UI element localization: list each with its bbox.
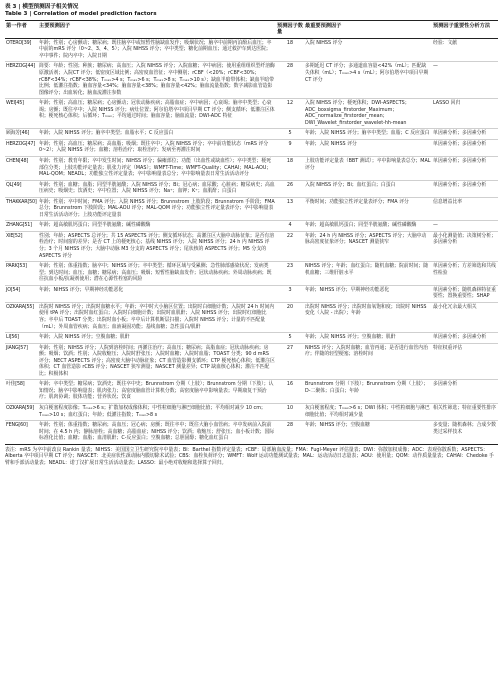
table-row [5,139,498,156]
header-main-predictors: 主要预测因子 [38,21,276,39]
cell-method: 特征权重评估 [432,343,498,380]
cell-important: 年龄；入院 NIHSS 评分 [304,139,432,156]
cell-author: HERZOG[44] [5,62,38,99]
cell-author: OTERO[39] [5,38,38,62]
cell-author: WEI[45] [5,99,38,129]
table-row [5,38,498,62]
cell-main: 年龄；性别；血糖；血脂；同型半胱氨酸；入院 NIHSS 评分；Bi；冠心病；血尿酸；心脏病；糖尿病史；高血压病史；吸烟史；饮酒史；卒中位置；入院 NIHSS 评分；Na⁺；血钾；K⁺；血肌酐；白蛋白 [38,180,276,197]
cell-important: Brunnstrom 分期（下肢）；Brunnstrom 分期（上肢）；D-二聚体；白蛋白；年龄 [304,380,432,404]
cell-author: PARK[53] [5,262,38,286]
table-row [5,99,498,129]
cell-author: OZKARA[55] [5,302,38,332]
cell-main: 出院时 NIHSS 评分；出院时血糖水平；年龄；卒中时大小脑区位置；出院时白细胞计数；入院时 24 h 时间内使用 tPA 评分；出院时血红蛋白；入院时白细胞计数；出院时血肌酐；入院 NIHSS 评分；出院时红细胞比容；卒中后 TOAST 分类；出院时血小板；卒中后计算机断层扫描；入院时 NIHSS 评分；计量的不匹配量（mL）；外周血管疾病；高血压；血液凝固功能；基线血糖；急性蛋白/肌酐 [38,302,276,332]
cell-method: 多变量；随机森林；合成少数类过采样技术 [432,421,498,445]
cell-method: LASSO 回归 [432,99,498,129]
cell-main: 年龄；入院 NIHSS 评分；空腹血糖；肌酐 [38,333,276,344]
cell-main: 性别；年龄；ASPECTS 总评分；共 15 ASPECTS 评分；侧支循环状态；高灌注区大脑中动脉征象；是否有溶栓治疗；时间窗的差异；是否 CT 上的梗死核心；基线 NIHSS 评分；入院 NIHSS 评分；24 h 内 NIHSS 评分；3 个月 NIHSS 评分；大脑中动脉 M3 分支的 ASPECTS 评分；尾状核的 ASPECTS 评分；M5 分支的 ASPECTS 评分 [38,231,276,261]
cell-count: 5 [276,333,304,344]
header-method: 预测因子重要性分析方法 [432,21,498,39]
cell-main: 年龄；入院 NIHSS 评分；脑卒中类型；血脂水平；C 反应蛋白 [38,129,276,140]
cell-count: 23 [276,262,304,286]
cell-count: 26 [276,180,304,197]
cell-main: 简要：年龄；性别；种族；糖尿病；高血压；入院 NIHSS 评分；入院血糖；卒中病因；使用重组组织型纤溶酶原激活剂；入院CT 评分；低密度区域比例；高密度血管征；卒中侧别；rCBF（<20%；rCBF<30%；rCBF<34%；rCBF<38%；Tₘₐₓ>4 s；Tₘₐₓ>6 s；Tₘₐₓ>8 s；Tₘₐₓ>10 s）；缺血半暗带体积；缺血半暗带比例；低灌注指数；脑血容量<34%；脑血容量<38%；脑血容量<42%；脑血流量指数；数字减影血管造影图像评分；出血转化；脑血流灌注参数 [38,62,276,99]
cell-method: 单因素分析；多因素分析 [432,180,498,197]
cell-author: JIANG[57] [5,343,38,380]
cell-count: 3 [276,285,304,302]
cell-count: 12 [276,99,304,129]
table-row [5,197,498,221]
table-row [5,285,498,302]
cell-method: 最小化冗余最大相关 [432,302,498,332]
cell-important: 年龄；入院 NIHSS 评分；空腹血糖；肌酐 [304,333,432,344]
cell-count: 13 [276,197,304,221]
cell-author: FENG[60] [5,421,38,445]
cell-author: 顾海芳[46] [5,129,38,140]
cell-main: 年龄；卒中类型；糖尿病；饮酒史；既往卒中史；Brunnstrom 分期（上肢）；Brunnstrom 分期（下肢）；认知情况；脑卒中影响量表；肌肉张力；高密度脑血管计算机分数；高密度脑卒中影响量表；早期康复干预治疗；肌肉协调；肢体功能；营养状况；饮食 [38,380,276,404]
cell-method: — [432,221,498,232]
table-row [5,62,498,99]
table-row [5,180,498,197]
cell-author: ZHANG[51] [5,221,38,232]
header-author: 第一作者 [5,21,38,39]
cell-count: 5 [276,129,304,140]
cell-main: 年龄；性别；体重指数；糖尿病；高血压；冠心病；房颤；既往卒中；既往大脑小血管病；卒中发病前入院前时间；在 4.5 h 内；静脉溶栓；高血糖；高脂血症；NIHSS 评分；饮酒；收缩压；舒张压；血小板计数；国际标准化比值；血糖；血脂；血清肌酐；C-反应蛋白；空腹血糖；总胆固醇；糖化血红蛋白 [38,421,276,445]
cell-important: 多期延迟 CT 评分；多通道血容量<42%（mL）；匹配缺失体积（mL）；Tₘₐₓ>4 s（mL）；阿尔伯塔卒中项目早期 CT 评分 [304,62,432,99]
table-row [5,231,498,261]
cell-main: 年龄；性别；心房颤动；糖尿病；既往脑卒中或短暂性脑缺血发作；吸烟状况；脑卒中前期丙泊酚后血压；卒中前的mRS 评分（0~2、3、4、5）；入院 NIHSS 评分；卒中类型；糖化前期血压；通过救护车到达医院；卒中事件；院内卒中；入院日期 [38,38,276,62]
cell-count: 16 [276,380,304,404]
cell-main: 年龄；性别；体重指数；脑卒中；NIHSS 评分；卒中类型；循环区域与受累侧；急性肺部感染状况；发病类型；到达时间；血压；血糖；糖尿病；高血压；吸烟；短暂性脑缺血发作；冠状动脉疾病；外周动脉疾病；既往抗血小板/抗凝剂使用；潜在心源性栓塞的风险 [38,262,276,286]
cell-method: 单因素分析；多因素分析 [432,333,498,344]
cell-main: 灰白梗塞程度影像；Tₘₐₓ>6 s；扩散加权成像体积；中性粒细胞与淋巴细胞比值；平均相对减少 10 cm；Tₘₐₓ>10 s；血红蛋白；年龄；低灌注指数；Tₘₐₓ>8 s [38,403,276,420]
cell-important: 灰白梗塞程度；Tₘₐₓ>6 s；DWI 体积；中性粒细胞与淋巴细胞比值；平均相对减少量 [304,403,432,420]
cell-count: 28 [276,62,304,99]
cell-important: 年龄；NIHSS 评分；空腹血糖 [304,421,432,445]
cell-count: 20 [276,302,304,332]
cell-main: 年龄；性别；高血压；糖尿病；高血脂；吸烟；既往卒中；入院 NIHSS 评分；卒中前功能状态（mRS 评分 0~2）；入院 NIHSS 评分；血糖；溶栓治疗；取栓治疗；发病至再灌注时间 [38,139,276,156]
cell-main: 年龄；性别；教育年限；卒中发生时间；NIHSS 评分；偏瘫部位；功能（出血性或缺血性）；卒中类型；梗死部位分类；上肢功能评定量表；肌张力评定（MAS）；WMFT-Time；WMFT-Quality；CAHAI；MAL-AOU；MAL-QOM；NEADL；功能独立性评定量表；卒中影响量表总分；卒中影响量表日常生活活动评分 [38,157,276,181]
cell-method: 最小化测量值；决策树分析；多因素分析 [432,231,498,261]
cell-count: 10 [276,403,304,420]
table-row [5,129,498,140]
cell-method: 单因素分析；随机森林特征重要性；置换重要性；SHAP [432,285,498,302]
cell-author: 叶佳[58] [5,380,38,404]
cell-important: 出院时 NIHSS 评分；出院时血氧饱和度；出院时 NIHSS 变化（入院 - 出院）；年龄 [304,302,432,332]
cell-count: 22 [276,231,304,261]
cell-method: 相关性筛选；特征重要性排序 [432,403,498,420]
cell-author: THAKKAR[50] [5,197,38,221]
cell-author: HERZOG[47] [5,139,38,156]
table-row [5,380,498,404]
cell-important: NIHSS 评分；年龄；血红蛋白；随机血糖；院前时间；随机血糖；三维肝脏水平 [304,262,432,286]
cell-main: 年龄；性别；卒中时间；FMA 评分；入院 NIHSS 评分；Brunnstrom 上肢阶段；Brunnstrom 手阶段；FMA 总分；Brunnstrom 下肢阶段；MAL-AOU 评分；MAL-QOM 评分；功能独立性评定量表评分；卒中影响量表日常生活活动评分；上肢功能评定量表 [38,197,276,221]
cell-important: 平衡时间；功能独立性评定量表评分；FMA 评分 [304,197,432,221]
cell-author: LI[56] [5,333,38,344]
cell-author: CHEN[48] [5,157,38,181]
cell-important: 年龄；24 h 内 NIHSS 评分；ASPECTS 评分；大脑中动脉高密度征象评分；NASCET 测量狭窄 [304,231,432,261]
cell-important: 年龄；超高敏肌钙蛋白；同型半胱氨酸；碱性磷酸酶 [304,221,432,232]
cell-main: 年龄；超高敏肌钙蛋白；同型半胱氨酸；碱性磷酸酶 [38,221,276,232]
cell-method: 经验：文献 [432,38,498,62]
cell-count: 27 [276,343,304,380]
cell-method: 多因素分析 [432,380,498,404]
cell-author: JO[54] [5,285,38,302]
table-row [5,262,498,286]
table-body [5,38,498,444]
cell-method: 单因素分析；多因素分析 [432,157,498,181]
cell-main: 年龄；NIHSS 评分；早期神经功能恶化 [38,285,276,302]
table-header-row [5,21,498,39]
cell-count: 18 [276,38,304,62]
table-row [5,333,498,344]
table-row [5,403,498,420]
cell-important: 入院 NIHSS 评分；梗死体积；DWI-ASPECTS；ADC_boxsigma_firstorder_Maximum；ADC_normalize_firstorder_mean；DWI_Wavelet_firstorder_wavelet-hh-mean [304,99,432,129]
cell-count: 9 [276,139,304,156]
cell-important: 年龄；入院 NIHSS 评分；脑卒中类型；血脂；C 反应蛋白 [304,129,432,140]
cell-important: 入院 NIHSS 评分 [304,38,432,62]
cell-author: QL[49] [5,180,38,197]
cell-main: 年龄；性别；高血压；糖尿病；心房颤动；冠状动脉疾病；高脂血症；卒中病因；心衰竭；脑卒中类型；心衰竭；房颤；既往卒中；入院 NIHSS 评分；病灶位置；阿尔伯塔卒中项目早期 CT 评分；侧支循环；低灌注区体积；梗死核心体积；后循环；Tₘₐₓ；平均通过时间；脑血容量；脑血流量；DWI-ADC 特征 [38,99,276,129]
table-footnote: 表注：mRS 为卒中前改良 Rankin 量表；NIHSS：美国国立卫生研究院卒中量表；Bi：Barthel 指数评定量表；rCBF：局部脑血流量；FMA：Fugl-Meyer 评估量表；DWI：弥散加权成像；ADC：表观弥散系数；ASPECTS：Alberta 卒中项目早期 CT 评分；NASCET：北美症状性颈动脉内膜切除术试验；CBS：血栓负荷评分；WMFT：Wolf 运动功能测试量表；MAL：运动活动日志量表；AOU：使用量；QOM：动作质量量表；CAHAI：Chedoke 手臂和手部活动量表；NEADL：诺丁汉扩展日常生活活动量表；LASSO：最小绝对收缩和选择算子回归。 [5,446,494,466]
cell-method: 单因素分析；多因素分析 [432,139,498,156]
table-row [5,302,498,332]
cell-important: NIHSS 评分；入院时血糖；血管再通；是否进行血管内治疗；伴随的轻型梗塞；溶栓时间 [304,343,432,380]
header-most-important: 最重要预测因子 [304,21,432,39]
cell-count: 18 [276,157,304,181]
table-caption-en: Table 3 | Correlation of model prediction factors [5,11,157,17]
cell-author: XIE[52] [5,231,38,261]
cell-count: 4 [276,221,304,232]
table-caption-cn: 表 3 | 模型预测因子相关情况 [5,4,79,10]
cell-author: OZKARA[59] [5,403,38,420]
cell-count: 28 [276,421,304,445]
cell-method: 单因素分析；方差筛选和共线性检验 [432,262,498,286]
cell-method: 单因素分析；多因素分析 [432,129,498,140]
cell-main: 年龄；性别；NIHSS 评分；人院到溶栓时间；再灌注治疗；高血压；糖尿病；高脂血症；冠状动脉疾病；房颤；吸烟；饮酒；性别；入院收缩压；入院时舒张压；入院时血糖；入院时血脂；TOAST 分类；90 d mRS 评分；NECT ASPECTS 评分；高密度大脑中动脉征象；CT 血管造影侧支循环；CTP 梗死核心体积；低灌注区体积；CT 血管造影 rCBS 评分；NASCET 狭窄测量；NASCET 测量差异；CTP 缺血核心体积；灌注不匹配比；积极体积 [38,343,276,380]
table-row [5,343,498,380]
cell-method: 信息增益比率 [432,197,498,221]
header-predictor-count: 预测因子数量 [276,21,304,39]
cell-method: — [432,62,498,99]
cell-important: 年龄；NIHSS 评分；早期神经功能恶化 [304,285,432,302]
prediction-factors-table [5,20,498,445]
table-row [5,221,498,232]
cell-important: 入院 NIHSS 评分；Bi；血红蛋白；白蛋白 [304,180,432,197]
table-row [5,157,498,181]
table-row [5,421,498,445]
cell-important: 上肢功能评定量表（BBT 测试）；卒中影响量表总分；MAL 评分 [304,157,432,181]
